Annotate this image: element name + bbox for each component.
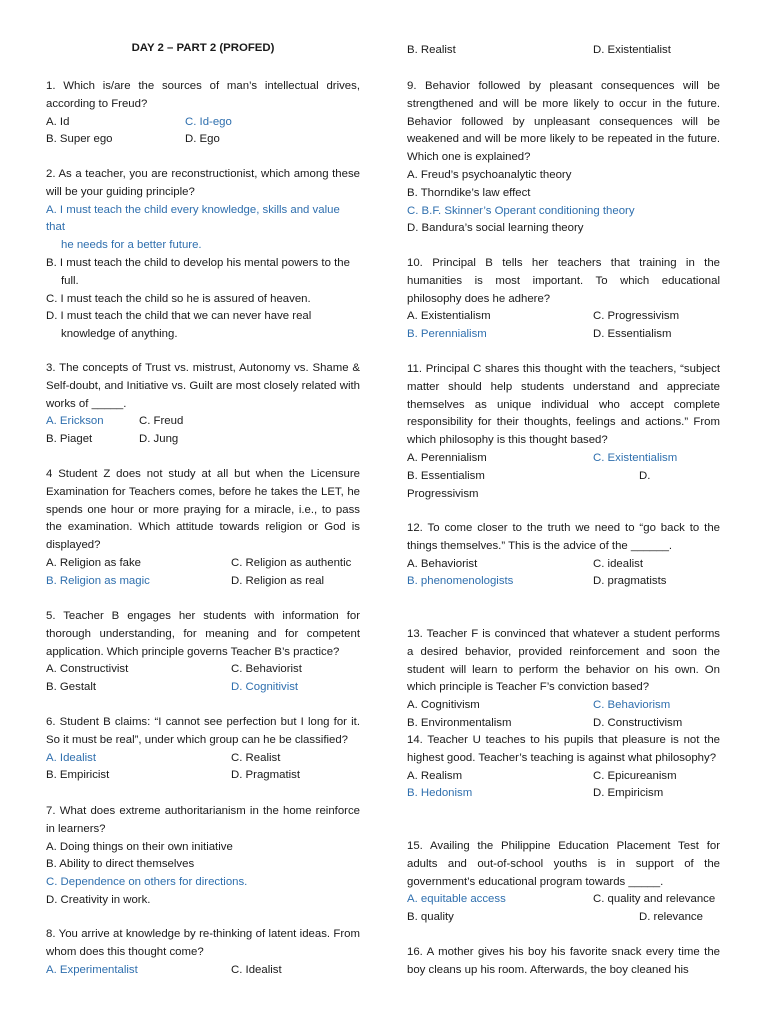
option-c: C. Progressivism — [593, 310, 680, 323]
question-16 — [407, 944, 720, 980]
option-b: B. Perennialism — [407, 328, 487, 341]
option-b: B. Empiricist — [46, 769, 110, 782]
option-a: A. Constructivist — [46, 663, 129, 676]
option-b: B. quality — [407, 911, 454, 924]
option-c: C. Realist — [231, 751, 281, 764]
option-d: D. pragmatists — [593, 575, 667, 588]
question-8-continued — [407, 42, 720, 60]
option-a: A. equitable access — [407, 893, 506, 906]
question-12 — [407, 520, 720, 591]
option-c: C. Id-ego — [185, 115, 232, 128]
option-b: B. Realist — [407, 44, 456, 56]
option-a: A. Religion as fake — [46, 556, 141, 569]
question-4 — [46, 466, 360, 591]
option-d: D. Cognitivist — [231, 681, 299, 694]
option-b: B. Environmentalism — [407, 716, 512, 729]
option-a: A. Doing things on their own initiative — [46, 840, 233, 853]
question-13 — [407, 626, 720, 733]
option-a: A. Realism — [407, 769, 463, 782]
question-stem: 7. What does extreme authoritarianism in the home reinforce in learners? — [46, 805, 360, 835]
question-10 — [407, 255, 720, 344]
question-stem: 4 Student Z does not study at all but when the Licensure Examination for Teachers comes, before he takes the LET, he spends one hour or more praying for a miracle, i.e., to pass the examination. Which attitude towards religion or God is displayed? — [46, 468, 360, 552]
question-stem: 13. Teacher F is convinced that whatever a student performs a desired behavior, provided reinforcement and soon the student will learn to perform the behavior on his own. On which principle is Teacher F’s conviction based? — [407, 628, 720, 694]
option-d: D. Creativity in work. — [46, 893, 151, 906]
option-b: B. I must teach the child to develop his mental powers to the — [46, 256, 350, 269]
question-stem: 8. You arrive at knowledge by re-thinking of latent ideas. From whom does this thought come? — [46, 928, 360, 958]
question-stem: 12. To come closer to the truth we need to “go back to the things themselves.” This is the advice of the ______. — [407, 522, 720, 552]
option-d: D. Bandura’s social learning theory — [407, 222, 584, 235]
question-stem: 10. Principal B tells her teachers that training in the humanities is most important. To which educational philosophy does he adhere? — [407, 257, 720, 305]
option-c: C. idealist — [593, 557, 644, 570]
question-stem: 16. A mother gives his boy his favorite snack every time the boy cleans up his room. Afterwards, the boy cleaned his — [407, 946, 720, 976]
question-15 — [407, 838, 720, 927]
option-a: A. I must teach the child every knowledge, skills and value that — [46, 203, 340, 234]
question-6 — [46, 714, 360, 785]
question-stem: 9. Behavior followed by pleasant consequences will be strengthened and will be more likely to occur in the future. Behavior followed by unpleasant consequences will be weakened and will be more likely to be repeated in the future. Which one is explained? — [407, 80, 720, 164]
option-b: B. phenomenologists — [407, 575, 514, 588]
option-a: A. Freud’s psychoanalytic theory — [407, 168, 572, 181]
option-c: C. Idealist — [231, 963, 282, 976]
option-b: B. Gestalt — [46, 681, 97, 694]
option-d: D. Existentialist — [593, 44, 671, 56]
option-b: B. Super ego — [46, 133, 113, 146]
option-d: D. Empiricism — [593, 787, 664, 800]
question-9 — [407, 78, 720, 238]
option-b: B. Religion as magic — [46, 574, 150, 587]
option-d: D. Constructivism — [593, 716, 683, 729]
option-b: B. Piaget — [46, 433, 93, 446]
option-a: A. Id — [46, 115, 70, 128]
option-c: C. Behaviorism — [593, 699, 671, 712]
question-stem: 15. Availing the Philippine Education Placement Test for adults and out-of-school youths is in support of the government’s educational program towards _____. — [407, 840, 720, 888]
option-a: A. Cognitivism — [407, 699, 480, 712]
option-c: C. Dependence on others for directions. — [46, 876, 248, 889]
option-a-continued: he needs for a better future. — [61, 239, 202, 252]
option-c: C. Behaviorist — [231, 663, 302, 676]
option-c: C. Epicureanism — [593, 769, 677, 782]
option-c: C. Existentialism — [593, 451, 678, 464]
option-d: D. — [639, 469, 651, 482]
option-a: A. Existentialism — [407, 310, 491, 323]
option-d: D. Religion as real — [231, 574, 325, 587]
option-b-continued: full. — [61, 274, 79, 287]
option-d: D. Essentialism — [593, 328, 672, 341]
page-title: DAY 2 – PART 2 (PROFED) — [131, 42, 275, 54]
option-c: C. Freud — [139, 415, 184, 428]
option-d-continued: Progressivism — [407, 487, 479, 500]
question-stem: 11. Principal C shares this thought with the teachers, “subject matter should help students understand and appreciate themselves as unique individual who accept complete responsibility for their thoughts, feelings and actions.” From which philosophy is this thought based? — [407, 363, 720, 447]
option-d: D. relevance — [639, 911, 703, 924]
question-14 — [407, 732, 720, 803]
question-stem: 3. The concepts of Trust vs. mistrust, Autonomy vs. Shame & Self-doubt, and Initiative vs. Guilt are most closely related with works of _____. — [46, 362, 360, 410]
question-stem: 1. Which is/are the sources of man’s intellectual drives, according to Freud? — [46, 80, 360, 110]
question-stem: 2. As a teacher, you are reconstructionist, which among these will be your guiding principle? — [46, 168, 360, 198]
option-a: A. Behaviorist — [407, 557, 478, 570]
option-d-continued: knowledge of anything. — [61, 328, 178, 341]
option-c: C. Religion as authentic — [231, 556, 352, 569]
option-b: B. Thorndike’s law effect — [407, 186, 531, 199]
option-c: C. I must teach the child so he is assured of heaven. — [46, 292, 311, 305]
option-b: B. Essentialism — [407, 469, 485, 482]
option-c: C. quality and relevance — [593, 893, 716, 906]
question-7 — [46, 803, 360, 910]
option-b: B. Ability to direct themselves — [46, 858, 195, 871]
option-c: C. B.F. Skinner’s Operant conditioning theory — [407, 204, 635, 217]
option-b: B. Hedonism — [407, 787, 473, 800]
option-d: D. Pragmatist — [231, 769, 300, 782]
question-11 — [407, 361, 720, 503]
option-a: A. Idealist — [46, 751, 97, 764]
option-a: A. Experimentalist — [46, 963, 138, 976]
option-d: D. Jung — [139, 433, 179, 446]
question-stem: 5. Teacher B engages her students with information for thorough understanding, for meaning and for competent application. Which principle governs Teacher B’s practice? — [46, 610, 360, 658]
question-8 — [46, 926, 360, 979]
question-3 — [46, 360, 360, 449]
option-d: D. I must teach the child that we can never have real — [46, 310, 312, 323]
question-2 — [46, 166, 360, 344]
option-a: A. Erickson — [46, 415, 104, 428]
question-5 — [46, 608, 360, 697]
option-a: A. Perennialism — [407, 451, 487, 464]
question-stem: 6. Student B claims: “I cannot see perfection but I long for it. So it must be real”, under which group can he be classified? — [46, 716, 360, 746]
question-1 — [46, 78, 360, 149]
option-d: D. Ego — [185, 133, 220, 146]
question-stem: 14. Teacher U teaches to his pupils that pleasure is not the highest good. Teacher’s teaching is against what philosophy? — [407, 734, 720, 764]
